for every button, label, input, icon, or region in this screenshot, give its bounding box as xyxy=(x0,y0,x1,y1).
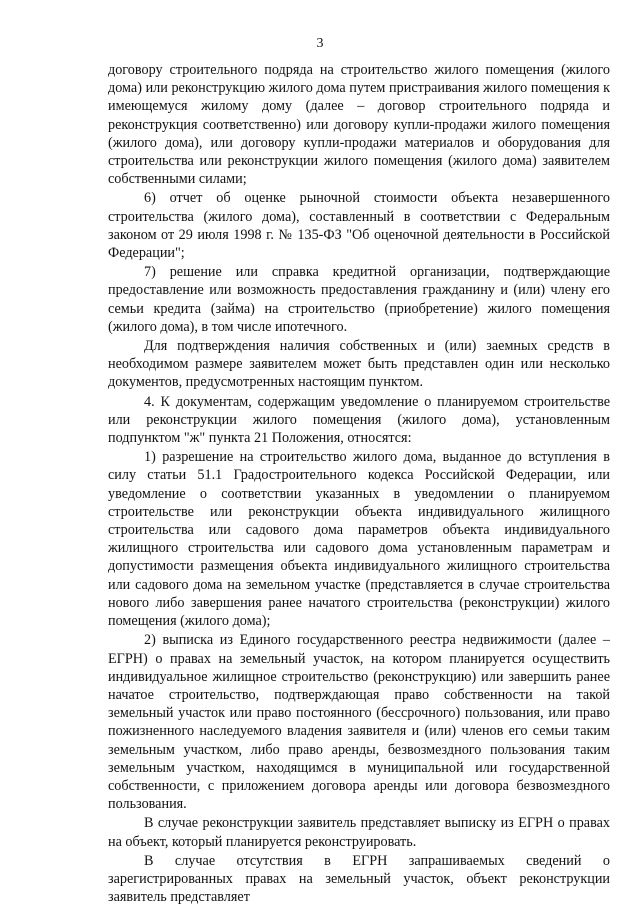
document-body xyxy=(108,61,610,907)
paragraph: Для подтверждения наличия собственных и (или) заемных средств в необходимом размере заявителем может быть представлен один или несколько документов, предусмотренных настоящим пунктом. xyxy=(108,338,610,391)
paragraph: договору строительного подряда на строительство жилого помещения (жилого дома) или реконструкцию жилого дома путем пристраивания жилого помещения к имеющемуся жилому дому (далее – договор строительного подряда и реконструкция соответственно) или договору купли-продажи жилого помещения (жилого дома), или договору купли-продажи материалов и оборудования для строительства или реконструкции жилого помещения (жилого дома) заявителем собственными силами; xyxy=(108,62,610,188)
page-number: 3 xyxy=(316,36,324,51)
paragraph: 6) отчет об оценке рыночной стоимости объекта незавершенного строительства (жилого дома), составленный в соответствии с Федеральным законом от 29 июля 1998 г. № 135-ФЗ "Об оценочной деятельности в Российской Федерации"; xyxy=(108,190,610,262)
paragraph: 4. К документам, содержащим уведомление о планируемом строительстве или реконструкции жилого помещения (жилого дома), установленным подпунктом "ж" пункта 21 Положения, относятся: xyxy=(108,393,610,447)
paragraph: В случае реконструкции заявитель представляет выписку из ЕГРН о правах на объект, который планируется реконструировать. xyxy=(108,815,610,850)
paragraph: В случае отсутствия в ЕГРН запрашиваемых сведений о зарегистрированных правах на земельный участок, объект реконструкции заявитель представляет xyxy=(108,852,610,906)
paragraph: 2) выписка из Единого государственного реестра недвижимости (далее – ЕГРН) о правах на земельный участок, на котором планируется осуществить индивидуальное жилищное строительство (реконструкцию) или завершить ранее начатое строительство, подтверждающая право собственности на такой земельный участок или право постоянного (бессрочного) пользования, или право пожизненного наследуемого владения заявителя и (или) членов его семьи таким земельным участком, либо право аренды, безвозмездного пользования таким земельным участком, находящимся в муниципальной или государственной собственности, с приложением договора аренды или договора безвозмездного пользования. xyxy=(108,632,610,813)
paragraph: 7) решение или справка кредитной организации, подтверждающие предоставление или возможность предоставления гражданину и (или) члену его семьи кредита (займа) на строительство (приобретение) жилого помещения (жилого дома), в том числе ипотечного. xyxy=(108,264,610,335)
paragraph: 1) разрешение на строительство жилого дома, выданное до вступления в силу статьи 51.1 Градостроительного кодекса Российской Федерации, или уведомление о соответствии указанных в уведомлении о планируемом строительстве или реконструкции объекта индивидуального жилищного строительства или садового дома параметров объекта индивидуального жилищного строительства или садового дома установленным параметрам и допустимости размещения объекта индивидуального жилищного строительства или садового дома на земельном участке (представляется в случае строительства нового либо завершения ранее начатого строительства (реконструкции) жилого помещения (жилого дома); xyxy=(108,449,610,630)
